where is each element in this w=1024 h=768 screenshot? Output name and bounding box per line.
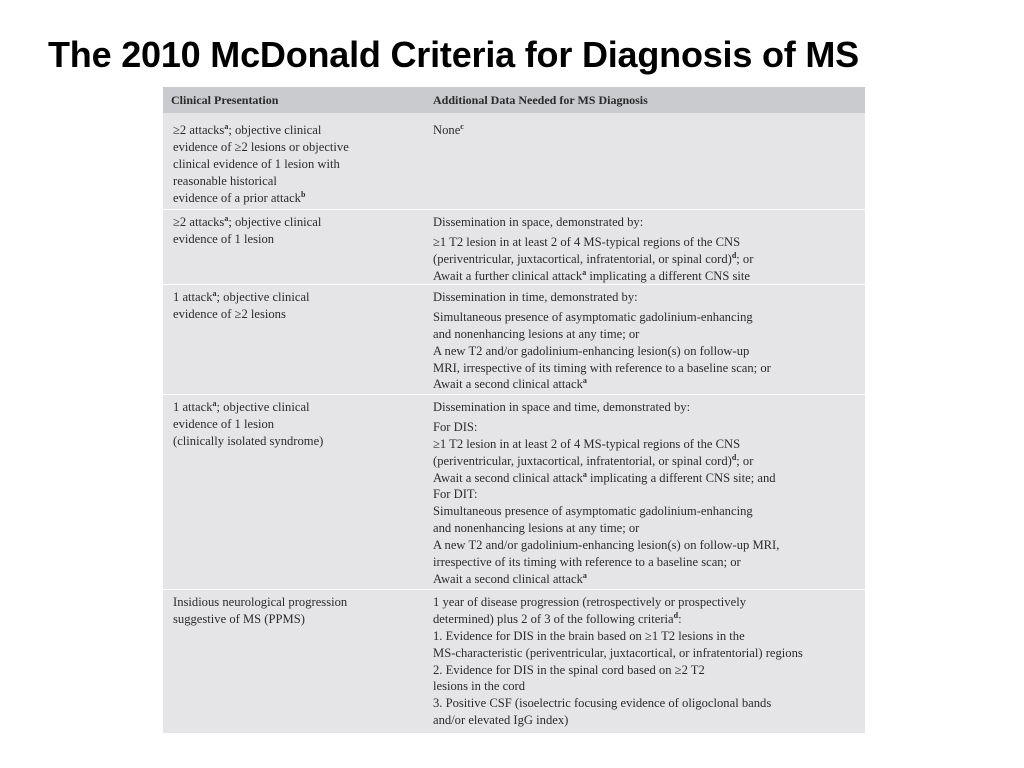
row-2-additional: [433, 214, 861, 285]
footnote-marker: c: [460, 121, 464, 131]
cell-line: Dissemination in space, demonstrated by:: [433, 215, 644, 229]
cell-line: Await a further clinical attack$^a$ implicating a different CNS site: [433, 267, 751, 283]
cell-line: A new T2 and/or gadolinium-enhancing lesion(s) on follow-up: [433, 343, 750, 358]
cell-line: (periventricular, juxtacortical, infratentorial, or spinal cord)$^d$; or: [433, 452, 754, 468]
footnote-marker: d: [673, 610, 679, 620]
cell-line: 1 attack$^a$; objective clinical: [173, 288, 310, 304]
row-separator: [163, 589, 865, 590]
cell-line: lesions in the cord: [433, 679, 525, 694]
row-1-additional: [433, 122, 861, 139]
cell-line: Dissemination in time, demonstrated by:: [433, 290, 638, 304]
cell-line: MS-characteristic (periventricular, juxtacortical, or infratentorial) regions: [433, 645, 803, 660]
cell-line: reasonable historical: [173, 173, 277, 188]
footnote-marker: a: [582, 376, 587, 386]
cell-line: Await a second clinical attack$^a$: [433, 376, 587, 392]
cell-line: and/or elevated IgG index): [433, 713, 569, 728]
cell-line: evidence of ≥2 lesions or objective: [173, 139, 349, 154]
cell-line: clinical evidence of 1 lesion with: [173, 156, 340, 171]
footnote-marker: b: [300, 189, 306, 199]
row-3-presentation: [173, 289, 423, 323]
cell-line: evidence of 1 lesion: [173, 416, 275, 431]
cell-line: For DIT:: [433, 487, 478, 502]
cell-line: evidence of ≥2 lesions: [173, 306, 286, 321]
footnote-marker: d: [731, 250, 737, 260]
cell-line: and nonenhancing lesions at any time; or: [433, 521, 640, 536]
cell-line: Simultaneous presence of asymptomatic gadolinium-enhancing: [433, 504, 753, 519]
cell-line: Await a second clinical attack$^a$: [433, 570, 587, 586]
cell-line: 2. Evidence for DIS in the spinal cord based on ≥2 T2: [433, 662, 705, 677]
cell-line: (clinically isolated syndrome): [173, 433, 324, 448]
criteria-table: [163, 87, 865, 733]
cell-line: A new T2 and/or gadolinium-enhancing lesion(s) on follow-up MRI,: [433, 538, 780, 553]
footnote-marker: a: [582, 570, 587, 580]
row-separator: [163, 209, 865, 210]
footnote-marker: a: [582, 267, 587, 277]
header-additional-data: Additional Data Needed for MS Diagnosis: [433, 93, 648, 107]
cell-line: Simultaneous presence of asymptomatic gadolinium-enhancing: [433, 309, 753, 324]
cell-line: Dissemination in space and time, demonstrated by:: [433, 400, 691, 414]
row-1-presentation: [173, 122, 423, 206]
cell-line: ≥2 attacks$^a$; objective clinical: [173, 213, 322, 229]
row-4-additional: [433, 399, 861, 588]
cell-line: Await a second clinical attack$^a$ implicating a different CNS site; and: [433, 469, 776, 485]
cell-line: and nonenhancing lesions at any time; or: [433, 326, 640, 341]
cell-line: None$^c$: [433, 121, 464, 137]
cell-line: 1 attack$^a$; objective clinical: [173, 398, 310, 414]
cell-line: evidence of a prior attack$^b$: [173, 189, 306, 205]
cell-line: suggestive of MS (PPMS): [173, 611, 305, 626]
cell-line: irrespective of its timing with reference to a baseline scan; or: [433, 555, 741, 570]
cell-line: Insidious neurological progression: [173, 595, 348, 609]
row-5-presentation: [173, 594, 423, 628]
footnote-marker: a: [224, 121, 229, 131]
row-5-additional: [433, 594, 861, 729]
footnote-marker: a: [212, 288, 217, 298]
footnote-marker: a: [582, 469, 587, 479]
cell-line: For DIS:: [433, 419, 478, 434]
cell-line: MRI, irrespective of its timing with reference to a baseline scan; or: [433, 360, 771, 375]
cell-line: determined) plus 2 of 3 of the following criteria$^d$:: [433, 610, 682, 626]
cell-line: ≥1 T2 lesion in at least 2 of 4 MS-typical regions of the CNS: [433, 436, 741, 451]
row-4-presentation: [173, 399, 423, 450]
cell-line: evidence of 1 lesion: [173, 231, 275, 246]
cell-line: ≥1 T2 lesion in at least 2 of 4 MS-typical regions of the CNS: [433, 234, 741, 249]
row-2-presentation: [173, 214, 423, 248]
slide-title: The 2010 McDonald Criteria for Diagnosis of MS: [48, 34, 859, 75]
row-3-additional: [433, 289, 861, 393]
cell-line: 1 year of disease progression (retrospectively or prospectively: [433, 595, 746, 609]
cell-line: (periventricular, juxtacortical, infratentorial, or spinal cord)$^d$; or: [433, 250, 754, 266]
cell-line: ≥2 attacks$^a$; objective clinical: [173, 121, 322, 137]
header-clinical-presentation: Clinical Presentation: [171, 93, 279, 107]
cell-line: 1. Evidence for DIS in the brain based on ≥1 T2 lesions in the: [433, 628, 745, 643]
table-header: [163, 87, 865, 113]
row-separator: [163, 394, 865, 395]
cell-line: 3. Positive CSF (isoelectric focusing evidence of oligoclonal bands: [433, 696, 772, 711]
footnote-marker: a: [224, 213, 229, 223]
footnote-marker: d: [731, 452, 737, 462]
footnote-marker: a: [212, 398, 217, 408]
